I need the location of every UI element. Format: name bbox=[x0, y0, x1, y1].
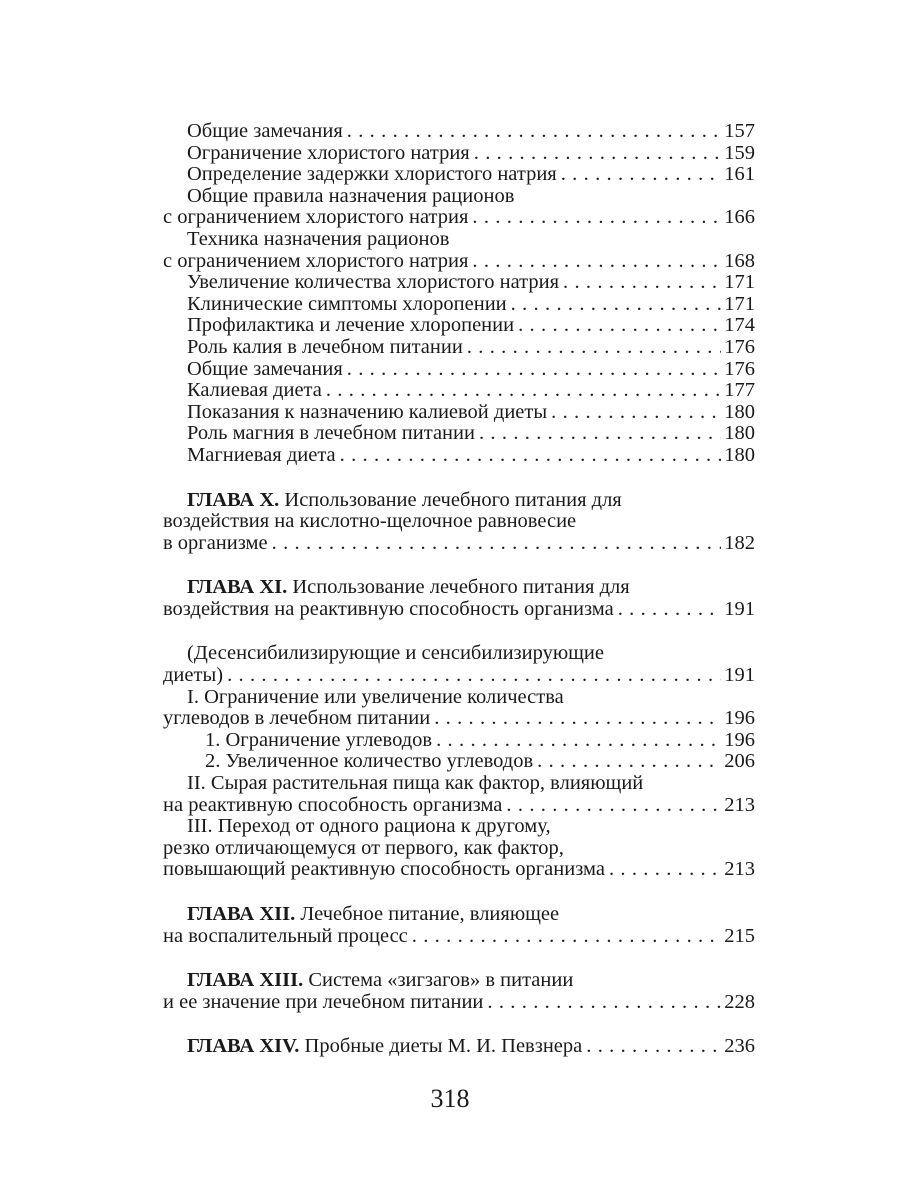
page-ref: 213 bbox=[724, 858, 755, 881]
page-ref: 206 bbox=[724, 750, 755, 773]
toc-entry bbox=[163, 164, 755, 186]
entry-title: 1. Ограничение углеводов bbox=[205, 728, 433, 751]
page-ref: 228 bbox=[724, 990, 755, 1013]
page-ref: 157 bbox=[724, 120, 755, 142]
toc-entry bbox=[163, 816, 755, 881]
toc-entry bbox=[163, 643, 755, 686]
chapter-title: Использование лечебного питания для bbox=[284, 488, 622, 511]
entry-title: Ограничение хлористого натрия bbox=[187, 141, 470, 164]
page-ref: 171 bbox=[724, 271, 755, 294]
page-ref: 161 bbox=[724, 163, 755, 186]
page-ref: 176 bbox=[724, 357, 755, 380]
table-of-contents bbox=[163, 121, 755, 1058]
toc-entry bbox=[163, 143, 755, 165]
chapter-title: Использование лечебного питания для bbox=[292, 576, 630, 599]
entry-title-cont: диеты) bbox=[163, 664, 224, 687]
chapter-xi-entry bbox=[163, 577, 755, 620]
entry-title: II. Сырая растительная пища как фактор, влияющий bbox=[187, 772, 644, 795]
entry-title-cont: резко отличающемуся от первого, как фактор, bbox=[163, 836, 564, 859]
toc-entry bbox=[163, 121, 755, 143]
leader-dots bbox=[563, 272, 721, 294]
leader-dots bbox=[586, 1036, 721, 1058]
toc-entry bbox=[163, 186, 755, 229]
leader-dots bbox=[436, 730, 721, 752]
chapter-title-cont: воздействия на кислотно-щелочное равновесие bbox=[163, 510, 577, 533]
entry-title-cont: на реактивную способность организма bbox=[163, 793, 503, 816]
chapter-x-entry bbox=[163, 490, 755, 555]
chapter-title: Система «зигзагов» в питании bbox=[308, 969, 574, 992]
entry-title: Калиевая диета bbox=[187, 379, 322, 402]
chapter-xii-entry bbox=[163, 904, 755, 947]
toc-entry bbox=[163, 423, 755, 445]
toc-entry bbox=[163, 294, 755, 316]
leader-dots bbox=[467, 337, 721, 359]
leader-dots bbox=[472, 251, 721, 273]
entry-title: 2. Увеличенное количество углеводов bbox=[205, 750, 534, 773]
leader-dots bbox=[537, 751, 721, 773]
entry-title: Профилактика и лечение хлоропении bbox=[187, 314, 515, 337]
page-ref: 180 bbox=[724, 443, 755, 466]
entry-title: Общие правила назначения рационов bbox=[187, 184, 515, 207]
entry-title: III. Переход от одного рациона к другому, bbox=[187, 815, 551, 838]
chapter-title: Пробные диеты М. И. Певзнера bbox=[304, 1035, 583, 1058]
entry-title: Показания к назначению калиевой диеты bbox=[187, 400, 548, 423]
entry-title: Увеличение количества хлористого натрия bbox=[187, 271, 560, 294]
entry-title: Роль калия в лечебном питании bbox=[187, 335, 463, 358]
entry-title-cont: с ограничением хлористого натрия bbox=[163, 249, 469, 272]
chapter-title: Лечебное питание, влияющее bbox=[300, 903, 560, 925]
leader-dots bbox=[340, 445, 722, 467]
page-ref: 177 bbox=[724, 379, 755, 402]
toc-entry bbox=[163, 359, 755, 381]
leader-dots bbox=[347, 121, 721, 143]
entry-title: I. Ограничение или увеличение количества bbox=[187, 685, 564, 708]
entry-title-cont: углеводов в лечебном питании bbox=[163, 707, 431, 730]
leader-dots bbox=[551, 402, 721, 424]
chapter-xiv-entry bbox=[163, 1036, 755, 1058]
toc-entry bbox=[163, 687, 755, 730]
leader-dots bbox=[227, 665, 721, 687]
page-ref: 176 bbox=[724, 335, 755, 358]
leader-dots bbox=[511, 294, 722, 316]
toc-entry bbox=[163, 380, 755, 402]
chapter-label: ГЛАВА X. bbox=[187, 488, 280, 511]
page-ref: 196 bbox=[724, 707, 755, 730]
page-ref: 159 bbox=[724, 141, 755, 164]
page-number: 318 bbox=[430, 1084, 470, 1113]
leader-dots bbox=[347, 359, 721, 381]
leader-dots bbox=[561, 164, 722, 186]
entry-title: Клинические симптомы хлоропении bbox=[187, 292, 507, 315]
leader-dots bbox=[434, 708, 721, 730]
page-ref: 174 bbox=[724, 314, 755, 337]
chapter-label: ГЛАВА XI. bbox=[187, 576, 288, 599]
leader-dots bbox=[412, 926, 721, 948]
toc-entry bbox=[163, 445, 755, 467]
leader-dots bbox=[609, 859, 721, 881]
leader-dots bbox=[479, 423, 721, 445]
entry-title: Роль магния в лечебном питании bbox=[187, 422, 475, 445]
toc-entry bbox=[163, 272, 755, 294]
chapter-title-cont: в организме bbox=[163, 531, 268, 554]
entry-title: Общие замечания bbox=[187, 120, 343, 142]
leader-dots bbox=[506, 795, 721, 817]
page-ref: 215 bbox=[724, 924, 755, 947]
entry-title: Магниевая диета bbox=[187, 443, 336, 466]
page-ref: 180 bbox=[724, 400, 755, 423]
leader-dots bbox=[618, 599, 722, 621]
leader-dots bbox=[518, 315, 721, 337]
page-ref: 180 bbox=[724, 422, 755, 445]
page-ref: 168 bbox=[724, 249, 755, 272]
chapter-title-cont: и ее значение при лечебном питании bbox=[163, 990, 484, 1013]
chapter-label: ГЛАВА XII. bbox=[187, 903, 296, 925]
leader-dots bbox=[487, 992, 721, 1014]
toc-entry bbox=[163, 315, 755, 337]
leader-dots bbox=[326, 380, 721, 402]
chapter-label: ГЛАВА XIV. bbox=[187, 1035, 300, 1058]
leader-dots bbox=[474, 143, 722, 165]
toc-entry bbox=[163, 229, 755, 272]
page-ref: 236 bbox=[724, 1035, 755, 1058]
toc-entry bbox=[163, 773, 755, 816]
entry-title: Техника назначения рационов bbox=[187, 227, 450, 250]
chapter-title-cont: на воспалительный процесс bbox=[163, 924, 408, 947]
page-ref: 196 bbox=[724, 728, 755, 751]
page-ref: 182 bbox=[724, 531, 755, 554]
page-ref: 171 bbox=[724, 292, 755, 315]
leader-dots bbox=[272, 533, 722, 555]
leader-dots bbox=[472, 207, 721, 229]
toc-entry bbox=[163, 751, 755, 773]
chapter-xiii-entry bbox=[163, 970, 755, 1013]
entry-title: Общие замечания bbox=[187, 357, 343, 380]
toc-entry bbox=[163, 337, 755, 359]
page-ref: 166 bbox=[724, 206, 755, 229]
entry-title-cont: повышающий реактивную способность организма bbox=[163, 858, 605, 881]
entry-title-cont: с ограничением хлористого натрия bbox=[163, 206, 469, 229]
chapter-label: ГЛАВА XIII. bbox=[187, 969, 304, 992]
toc-entry bbox=[163, 402, 755, 424]
toc-entry bbox=[163, 730, 755, 752]
chapter-title-cont: воздействия на реактивную способность организма bbox=[163, 597, 614, 620]
page-ref: 191 bbox=[724, 597, 755, 620]
entry-title: (Десенсибилизирующие и сенсибилизирующие bbox=[187, 642, 605, 665]
entry-title: Определение задержки хлористого натрия bbox=[187, 163, 557, 186]
page-ref: 213 bbox=[724, 793, 755, 816]
page-ref: 191 bbox=[724, 664, 755, 687]
